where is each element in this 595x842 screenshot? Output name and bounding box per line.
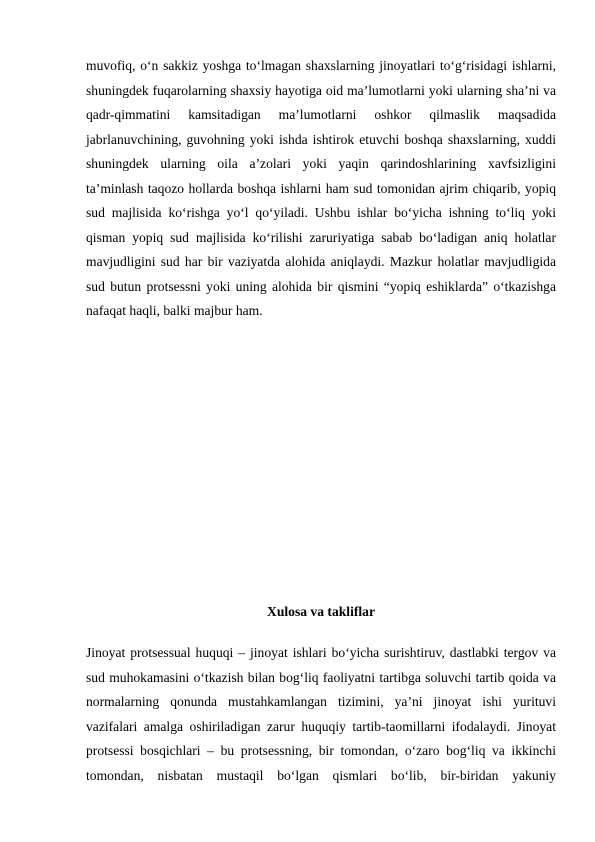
body-paragraph-conclusion: Jinoyat protsessual huquqi – jinoyat ishlari bo‘yicha surishtiruv, dastlabki tergov va sud muhokamasini o‘tkazish bilan bog‘liq faoliyatni tartibga soluvchi tartib qoida va normalarning qonunda mustahkamlangan tizimini, ya’ni jinoyat ishi yurituvi vazifalari amalga oshiriladigan zarur huquqiy tartib-taomillarni ifodalaydi. Jinoyat protsessi bosqichlari – bu protsessning, bir tomondan, o‘zaro bog‘liq va ikkinchi tomondan, nisbatan mustaqil bo‘lgan qismlari bo‘lib, bir-biridan yakuniy <box>86 645 556 783</box>
section-heading: Xulosa va takliflar <box>267 604 375 619</box>
body-paragraph-top: muvofiq, o‘n sakkiz yoshga to‘lmagan shaxslarning jinoyatlari to‘g‘risidagi ishlarni, shuningdek fuqarolarning shaxsiy hayotiga oid ma’lumotlarni yoki ularning sha’ni va qadr-qimmatini kamsitadigan ma’lumotlarni oshkor qilmaslik maqsadida jabrlanuvchining, guvohning yoki ishda ishtirok etuvchi boshqa shaxslarning, xuddi shuningdek ularning oila a’zolari yoki yaqin qarindoshlarining xavfsizligini ta’minlash taqozo hollarda boshqa ishlarni ham sud tomonidan ajrim chiqarib, yopiq sud majlisida ko‘rishga yo‘l qo‘yiladi. Ushbu ishlar bo‘yicha ishning to‘liq yoki qisman yopiq sud majlisida ko‘rilishi zaruriyatiga sabab bo‘ladigan aniq holatlar mavjudligini sud har bir vaziyatda alohida aniqlaydi. Mazkur holatlar mavjudligida sud butun protsessni yoki uning alohida bir qismini “yopiq eshiklarda” o‘tkazishga nafaqat haqli, balki majbur ham. <box>86 58 556 318</box>
